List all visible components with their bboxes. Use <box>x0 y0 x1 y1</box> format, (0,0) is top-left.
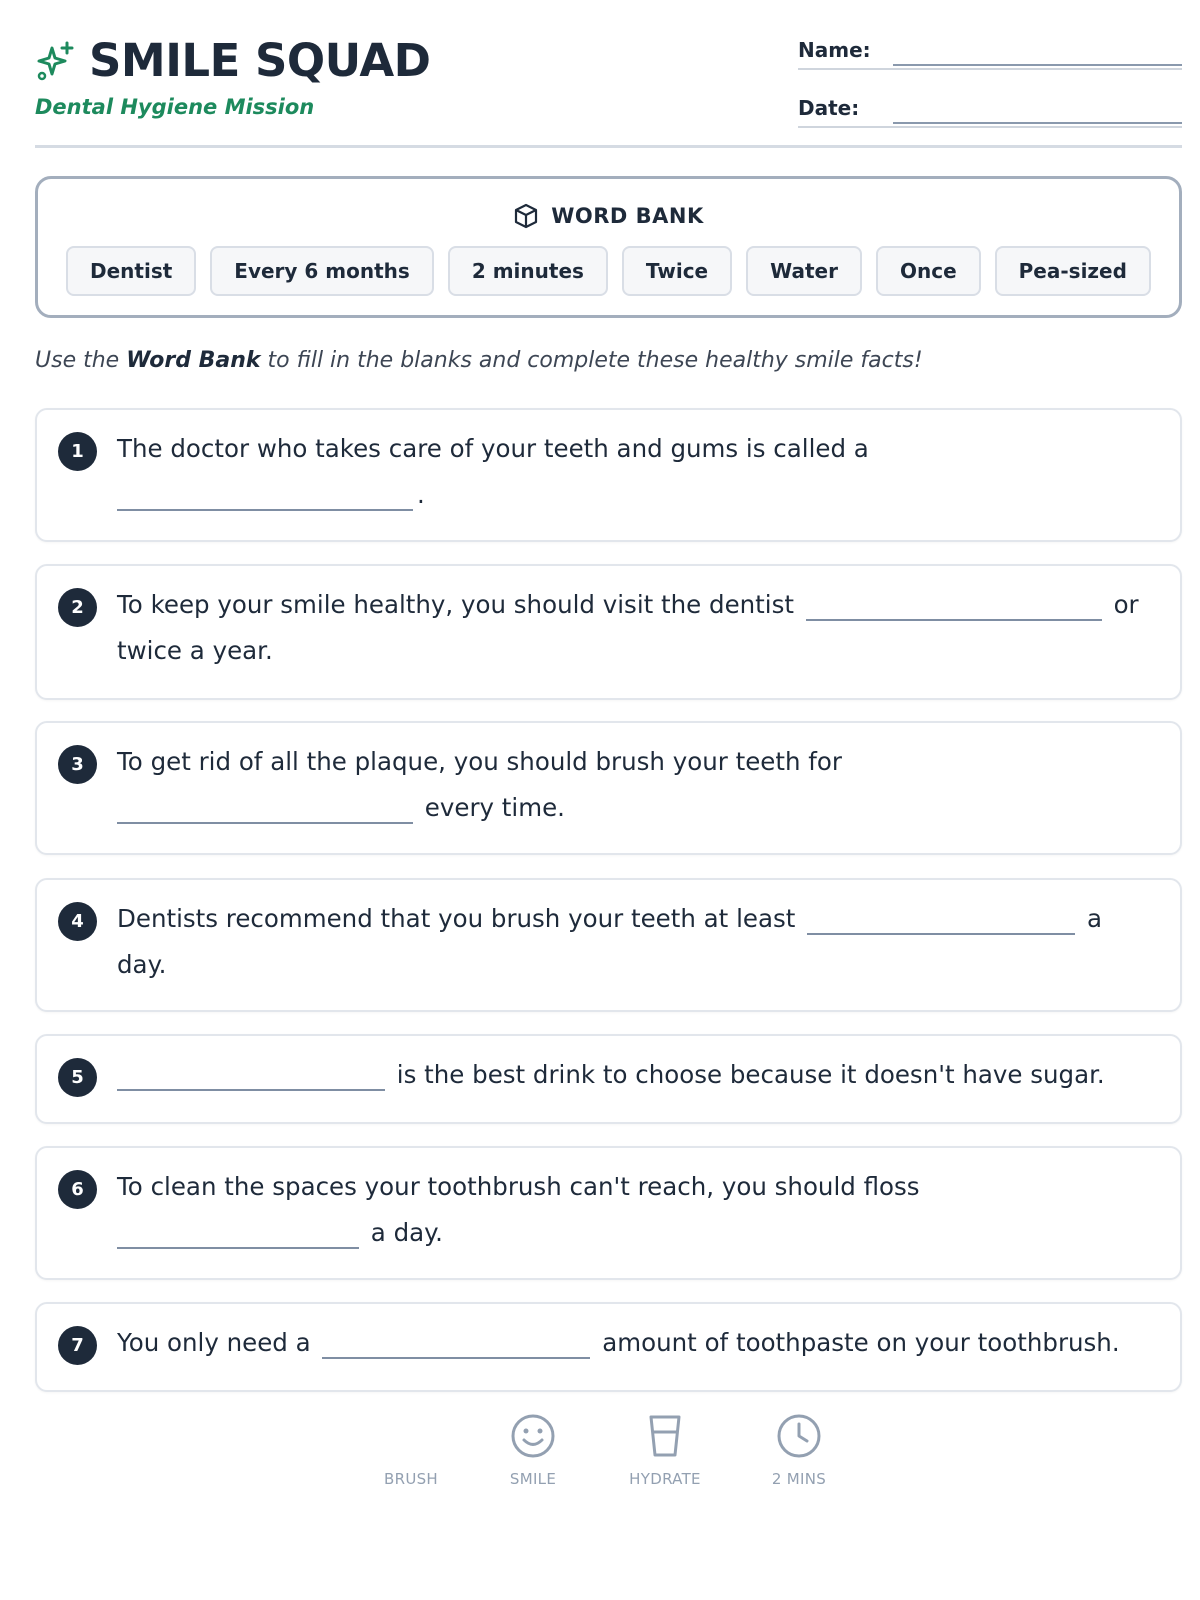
question-text-after: a day. <box>370 1218 443 1247</box>
cube-icon <box>513 203 539 229</box>
question-text <box>117 426 1150 518</box>
word-bank <box>35 176 1182 318</box>
page-title: SMILE SQUAD <box>89 34 431 87</box>
word-chip: Water <box>746 246 862 296</box>
brand <box>35 34 431 119</box>
question-number: 5 <box>58 1058 97 1097</box>
word-chip: Dentist <box>66 246 196 296</box>
answer-blank[interactable] <box>807 905 1075 935</box>
answer-blank[interactable] <box>806 591 1102 621</box>
date-row <box>798 88 1182 128</box>
question-text-before: The doctor who takes care of your teeth and gums is called a <box>117 434 869 463</box>
footer-label: 2 MINS <box>771 1470 827 1488</box>
question-number: 7 <box>58 1326 97 1365</box>
footer-item-hydrate <box>610 1412 720 1488</box>
footer-item-2-mins <box>744 1412 854 1488</box>
glass-icon <box>641 1412 689 1460</box>
question-card-2 <box>35 564 1182 700</box>
instructions-prefix: Use the <box>35 348 127 373</box>
answer-blank[interactable] <box>117 1219 359 1249</box>
name-label: Name: <box>798 38 871 62</box>
word-chip: Pea-sized <box>995 246 1151 296</box>
question-text-before: To clean the spaces your toothbrush can't reach, you should floss <box>117 1172 920 1201</box>
question-number: 3 <box>58 745 97 784</box>
question-text <box>117 1320 1150 1366</box>
question-text-before: You only need a <box>117 1328 311 1357</box>
question-text-after: or twice a year. <box>117 590 1139 665</box>
instructions <box>35 348 923 373</box>
question-card-3 <box>35 721 1182 855</box>
question-text-after: amount of toothpaste on your toothbrush. <box>602 1328 1120 1357</box>
question-card-7 <box>35 1302 1182 1392</box>
word-chip: 2 minutes <box>448 246 608 296</box>
question-text-before: Dentists recommend that you brush your teeth at least <box>117 904 796 933</box>
question-card-6 <box>35 1146 1182 1280</box>
question-card-1 <box>35 408 1182 542</box>
question-card-4 <box>35 878 1182 1012</box>
answer-blank[interactable] <box>117 794 413 824</box>
word-chip: Twice <box>622 246 732 296</box>
worksheet-header <box>35 30 1182 148</box>
footer-icons <box>0 1412 1200 1512</box>
question-text <box>117 739 1150 831</box>
student-info <box>798 30 1182 146</box>
answer-blank[interactable] <box>117 1061 385 1091</box>
instructions-suffix: to fill in the blanks and complete these healthy smile facts! <box>260 348 923 373</box>
question-number: 2 <box>58 588 97 627</box>
answer-blank[interactable] <box>322 1329 590 1359</box>
question-number: 4 <box>58 902 97 941</box>
date-field[interactable] <box>893 122 1182 124</box>
word-chip: Once <box>876 246 981 296</box>
footer-label: BRUSH <box>384 1470 438 1488</box>
question-number: 1 <box>58 432 97 471</box>
answer-blank[interactable] <box>117 481 413 511</box>
footer-label: SMILE <box>509 1470 557 1488</box>
question-text-before: To get rid of all the plaque, you should brush your teeth for <box>117 747 842 776</box>
name-row <box>798 30 1182 70</box>
page-subtitle: Dental Hygiene Mission <box>35 95 315 119</box>
word-chip: Every 6 months <box>210 246 434 296</box>
footer-item-smile <box>478 1412 588 1488</box>
clock-icon <box>775 1412 823 1460</box>
instructions-emphasis: Word Bank <box>126 348 261 373</box>
question-text-after: a day. <box>117 904 1102 979</box>
question-text <box>117 1164 1150 1256</box>
name-field[interactable] <box>893 64 1182 66</box>
question-text <box>117 896 1150 988</box>
question-text-before: To keep your smile healthy, you should visit the dentist <box>117 590 794 619</box>
question-text <box>117 582 1150 674</box>
question-number: 6 <box>58 1170 97 1209</box>
smile-icon <box>509 1412 557 1460</box>
footer-label: HYDRATE <box>629 1470 701 1488</box>
date-label: Date: <box>798 96 860 120</box>
question-text-after: every time. <box>424 793 565 822</box>
sparkle-icon <box>35 40 77 82</box>
question-text-after: . <box>417 480 425 509</box>
question-text <box>117 1052 1150 1098</box>
footer-item-brush <box>356 1412 466 1488</box>
word-bank-title: WORD BANK <box>551 204 704 228</box>
question-card-5 <box>35 1034 1182 1124</box>
word-bank-chips <box>66 246 1151 296</box>
question-text-after: is the best drink to choose because it doesn't have sugar. <box>396 1060 1105 1089</box>
toothbrush-icon <box>387 1412 435 1460</box>
